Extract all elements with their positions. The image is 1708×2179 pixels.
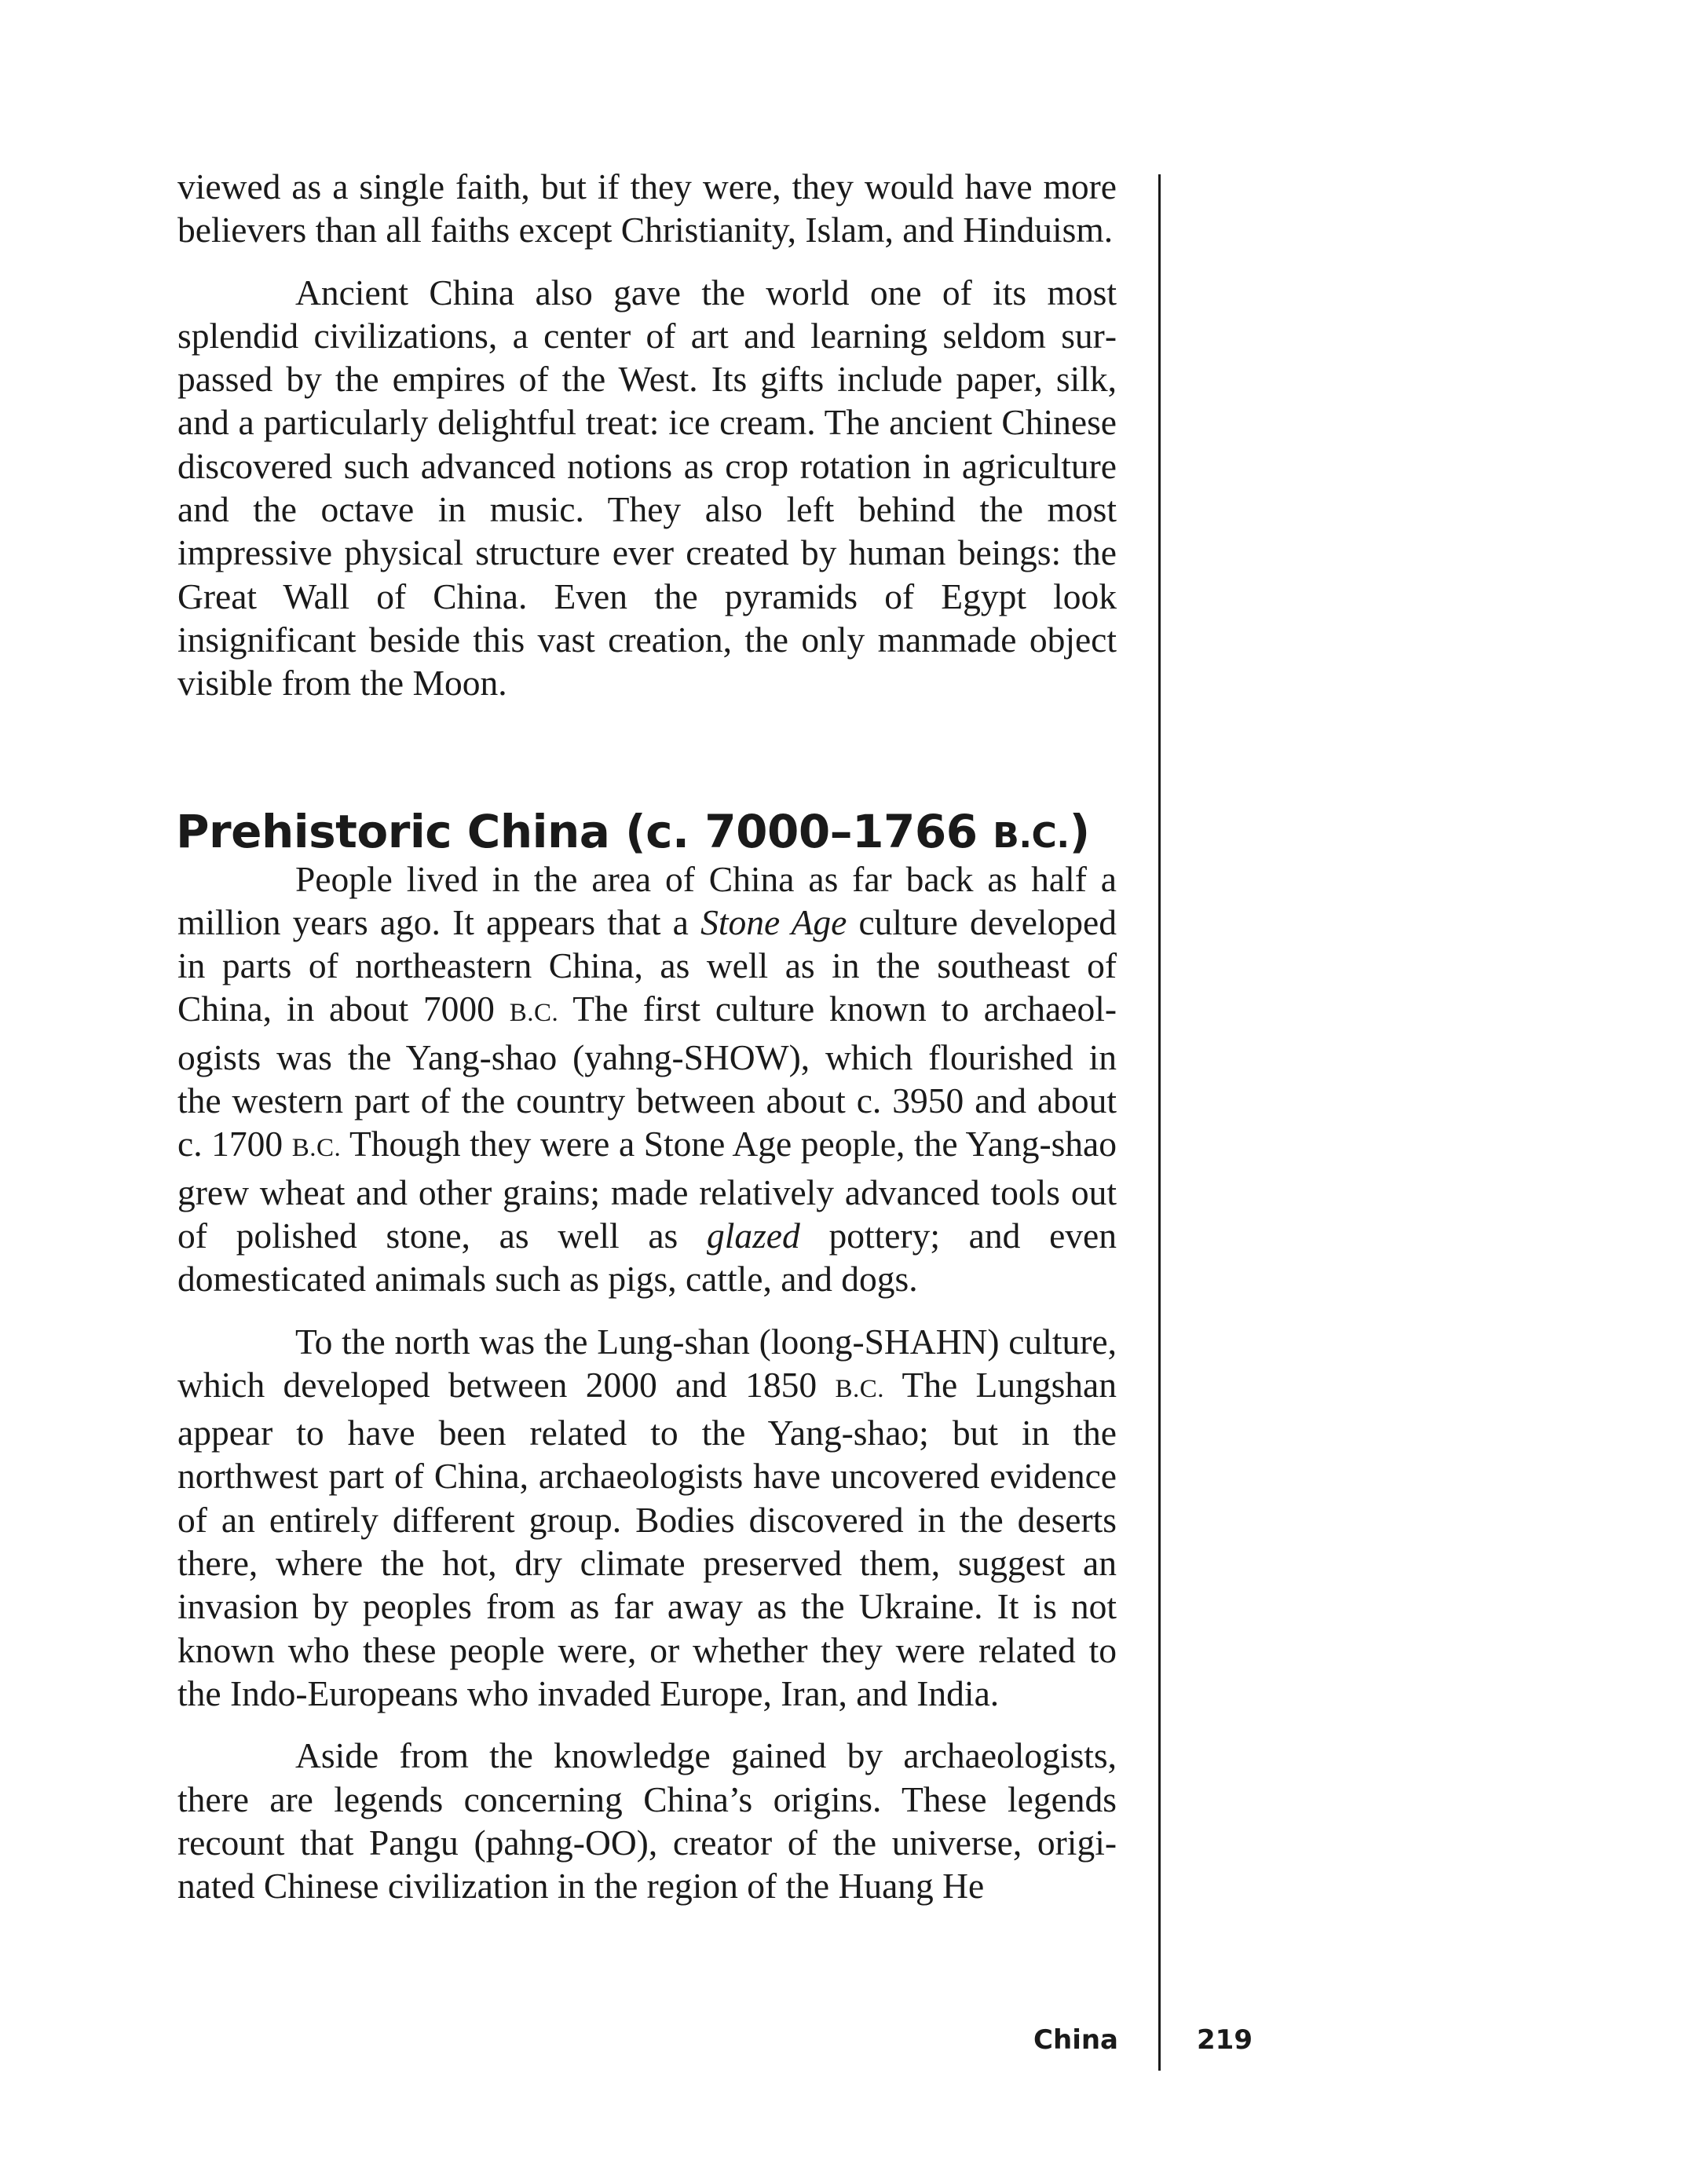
paragraph-stone-age <box>177 857 1117 1301</box>
heading-era-text: B.C. <box>993 815 1070 856</box>
heading-main-text: Prehistoric China (c. 7000–1766 <box>176 804 993 858</box>
body-text-column <box>177 165 1117 1907</box>
running-footer-title: China <box>1033 2024 1118 2056</box>
italic-term-glazed: glazed <box>706 1215 800 1256</box>
text-run: culture developed in parts of northeastern China, as well as in the southeast of China, in about 7000 <box>177 901 1117 1029</box>
era-abbreviation: B.C. <box>509 999 559 1028</box>
era-abbreviation: B.C. <box>835 1374 884 1403</box>
italic-term-stone-age: Stone Age <box>700 901 847 942</box>
text-run: The first culture known to archaeologists was the Yang-shao (yahng-SHOW), which flourished in the western part of the country between about c. 3950 and about c. 1700 <box>177 989 1117 1164</box>
text-run: pottery; and even domesticated animals such as pigs, cattle, and dogs. <box>177 1215 1117 1300</box>
heading-close-paren: ) <box>1069 804 1090 858</box>
paragraph-lung-shan <box>177 1320 1117 1716</box>
text-run: The Lungshan appear to have been related to the Yang-shao; but in the northwest part of China, archaeologists have uncovered evidence of an entirely different group. Bodies discovered in the deserts there, where the hot, dry climate preserved them, suggest an invasion by peoples from as far away as the Ukraine. It is not known who these people were, or whether they were related to the Indo-Europeans who invaded Europe, Iran, and India. <box>177 1364 1117 1713</box>
section-heading-prehistoric-china <box>176 806 1117 862</box>
paragraph-legends: Aside from the knowledge gained by archaeologists, there are legends concerning China’s origins. These legends recount that Pangu (pahng-OO), creator of the universe, originated Chinese civilization in the region of the Huang He <box>177 1735 1117 1907</box>
text-run: Though they were a Stone Age people, the Yang-shao grew wheat and other grains; made relatively advanced tools out of polished stone, as well as <box>177 1124 1117 1256</box>
paragraph-continued: viewed as a single faith, but if they were, they would have more believers than all faiths except Christianity, Islam, and Hinduism. <box>177 166 1117 250</box>
paragraph-ancient-china-gifts: Ancient China also gave the world one of its most splendid civilizations, a center of art and learning seldom surpassed by the empires of the West. Its gifts include paper, silk, and a particularly delightful treat: ice cream. The ancient Chinese discovered such advanced notions as crop rotation in agriculture and the octave in music. They also left behind the most impressive physical structure ever created by human beings: the Great Wall of China. Even the pyramids of Egypt look insignificant beside this vast creation, the only manmade object visible from the Moon. <box>177 272 1117 704</box>
text-run: People lived in the area of China as far back as half a million years ago. It appears that a <box>177 858 1117 942</box>
era-abbreviation: B.C. <box>291 1134 342 1163</box>
text-run: To the north was the Lung-shan (loong-SHAHN) culture, which developed between 2000 and 1850 <box>177 1321 1117 1405</box>
vertical-margin-rule <box>1158 174 1161 2071</box>
page-number: 219 <box>1197 2024 1253 2056</box>
